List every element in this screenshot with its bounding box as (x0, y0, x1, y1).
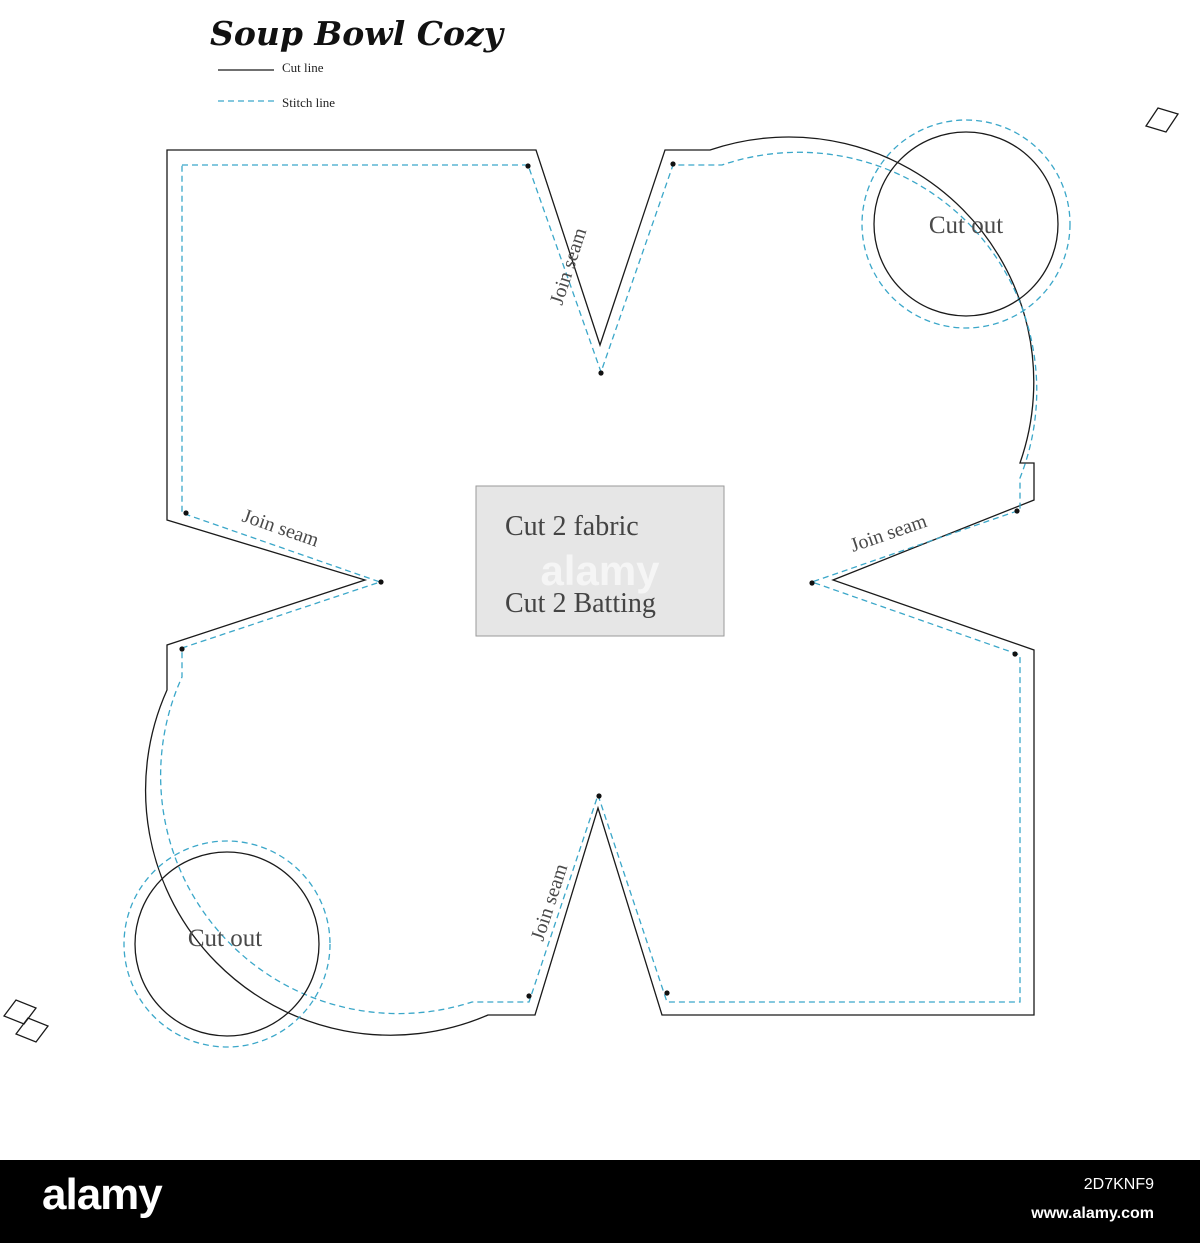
seam-dot (664, 990, 669, 995)
watermark-text: alamy (540, 547, 660, 594)
footer-url[interactable]: www.alamy.com (1031, 1205, 1154, 1222)
seam-dot (670, 161, 675, 166)
cutout-label-bottom-left: Cut out (187, 925, 263, 952)
legend-stitch-line-label: Stitch line (282, 95, 336, 110)
join-seam-label-top: Join seam (545, 225, 592, 308)
seam-dot (526, 993, 531, 998)
info-box-line-batting: Cut 2 Batting (505, 588, 656, 619)
footer-image-id: 2D7KNF9 (1083, 1176, 1154, 1193)
seam-dot (179, 646, 184, 651)
pattern-title: Soup Bowl Cozy (210, 14, 503, 53)
seam-dot (183, 510, 188, 515)
seam-dot (378, 579, 383, 584)
join-seam-label-left: Join seam (239, 504, 322, 552)
seam-dot (1014, 508, 1019, 513)
seam-dot (598, 370, 603, 375)
seam-dot (596, 793, 601, 798)
footer-bar (0, 1160, 1200, 1243)
seam-dot (525, 163, 530, 168)
notch-marker-bottom-left (4, 1000, 48, 1042)
legend-cut-line-label: Cut line (282, 60, 324, 75)
notch-marker-top-right (1146, 108, 1178, 132)
info-box-line-fabric: Cut 2 fabric (505, 511, 639, 542)
join-seam-label-bottom: Join seam (526, 861, 573, 944)
cutout-label-top-right: Cut out (928, 212, 1004, 239)
footer-logo: alamy (42, 1170, 162, 1219)
seam-dot (809, 580, 814, 585)
join-seam-label-right: Join seam (847, 510, 930, 557)
seam-dot (1012, 651, 1017, 656)
